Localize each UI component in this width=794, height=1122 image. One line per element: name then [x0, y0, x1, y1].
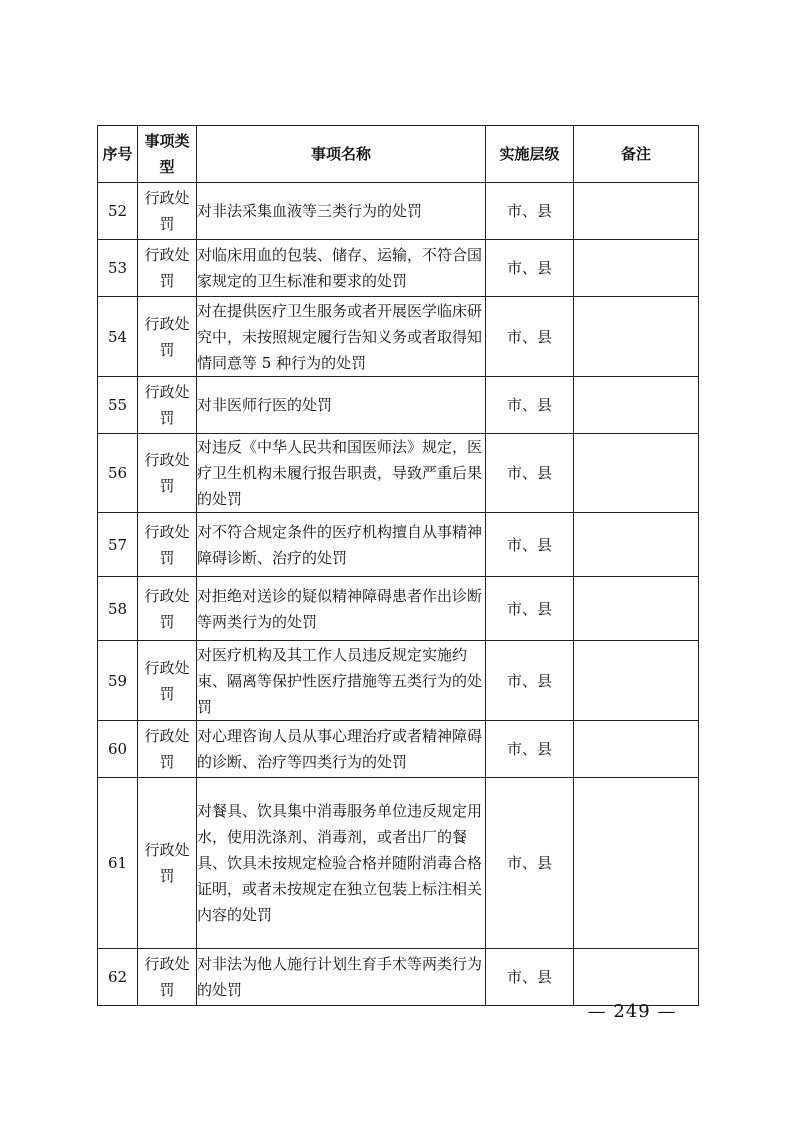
row-type: 行政处罚: [138, 513, 197, 577]
page-number: — 249 —: [587, 1001, 677, 1022]
table-row: [98, 721, 699, 778]
row-seq: 56: [98, 434, 138, 513]
row-type: 行政处罚: [138, 240, 197, 297]
items-table: [97, 125, 699, 1006]
row-seq: 61: [98, 778, 138, 949]
table-row: [98, 434, 699, 513]
header-level: 实施层级: [486, 126, 574, 183]
row-type: 行政处罚: [138, 434, 197, 513]
row-seq: 55: [98, 377, 138, 434]
table-row: [98, 577, 699, 641]
header-type: 事项类型: [138, 126, 197, 183]
row-level: 市、县: [486, 434, 574, 513]
row-note: [574, 513, 699, 577]
header-note: 备注: [574, 126, 699, 183]
row-level: 市、县: [486, 778, 574, 949]
row-seq: 60: [98, 721, 138, 778]
table-row: [98, 949, 699, 1006]
row-note: [574, 240, 699, 297]
row-level: 市、县: [486, 949, 574, 1006]
row-name: 对餐具、饮具集中消毒服务单位违反规定用水，使用洗涤剂、消毒剂，或者出厂的餐具、饮具未按规定检验合格并随附消毒合格证明，或者未按规定在独立包装上标注相关内容的处罚: [197, 778, 486, 949]
row-type: 行政处罚: [138, 778, 197, 949]
table-row: [98, 183, 699, 240]
header-seq: 序号: [98, 126, 138, 183]
row-level: 市、县: [486, 513, 574, 577]
row-seq: 57: [98, 513, 138, 577]
row-name: 对拒绝对送诊的疑似精神障碍患者作出诊断等两类行为的处罚: [197, 577, 486, 641]
row-note: [574, 297, 699, 377]
row-note: [574, 721, 699, 778]
row-name: 对在提供医疗卫生服务或者开展医学临床研究中，未按照规定履行告知义务或者取得知情同意等 5 种行为的处罚: [197, 297, 486, 377]
row-note: [574, 641, 699, 721]
row-type: 行政处罚: [138, 577, 197, 641]
row-name: 对非医师行医的处罚: [197, 377, 486, 434]
row-name: 对临床用血的包装、储存、运输，不符合国家规定的卫生标准和要求的处罚: [197, 240, 486, 297]
row-seq: 53: [98, 240, 138, 297]
row-type: 行政处罚: [138, 949, 197, 1006]
row-note: [574, 434, 699, 513]
table-row: [98, 641, 699, 721]
row-level: 市、县: [486, 240, 574, 297]
table-row: [98, 240, 699, 297]
row-level: 市、县: [486, 721, 574, 778]
row-level: 市、县: [486, 577, 574, 641]
row-type: 行政处罚: [138, 183, 197, 240]
row-level: 市、县: [486, 641, 574, 721]
header-name: 事项名称: [197, 126, 486, 183]
row-note: [574, 949, 699, 1006]
row-name: 对医疗机构及其工作人员违反规定实施约束、隔离等保护性医疗措施等五类行为的处罚: [197, 641, 486, 721]
row-seq: 52: [98, 183, 138, 240]
row-seq: 62: [98, 949, 138, 1006]
row-type: 行政处罚: [138, 641, 197, 721]
row-type: 行政处罚: [138, 297, 197, 377]
row-name: 对非法采集血液等三类行为的处罚: [197, 183, 486, 240]
row-note: [574, 778, 699, 949]
row-note: [574, 377, 699, 434]
row-seq: 59: [98, 641, 138, 721]
row-seq: 54: [98, 297, 138, 377]
row-level: 市、县: [486, 183, 574, 240]
table-row: [98, 377, 699, 434]
row-type: 行政处罚: [138, 377, 197, 434]
table-row: [98, 513, 699, 577]
row-name: 对违反《中华人民共和国医师法》规定，医疗卫生机构未履行报告职责，导致严重后果的处罚: [197, 434, 486, 513]
row-seq: 58: [98, 577, 138, 641]
table-row: [98, 778, 699, 949]
row-note: [574, 577, 699, 641]
row-name: 对不符合规定条件的医疗机构擅自从事精神障碍诊断、治疗的处罚: [197, 513, 486, 577]
row-name: 对非法为他人施行计划生育手术等两类行为的处罚: [197, 949, 486, 1006]
row-level: 市、县: [486, 377, 574, 434]
table-header-row: [98, 126, 699, 183]
row-type: 行政处罚: [138, 721, 197, 778]
table-row: [98, 297, 699, 377]
row-note: [574, 183, 699, 240]
row-level: 市、县: [486, 297, 574, 377]
row-name: 对心理咨询人员从事心理治疗或者精神障碍的诊断、治疗等四类行为的处罚: [197, 721, 486, 778]
